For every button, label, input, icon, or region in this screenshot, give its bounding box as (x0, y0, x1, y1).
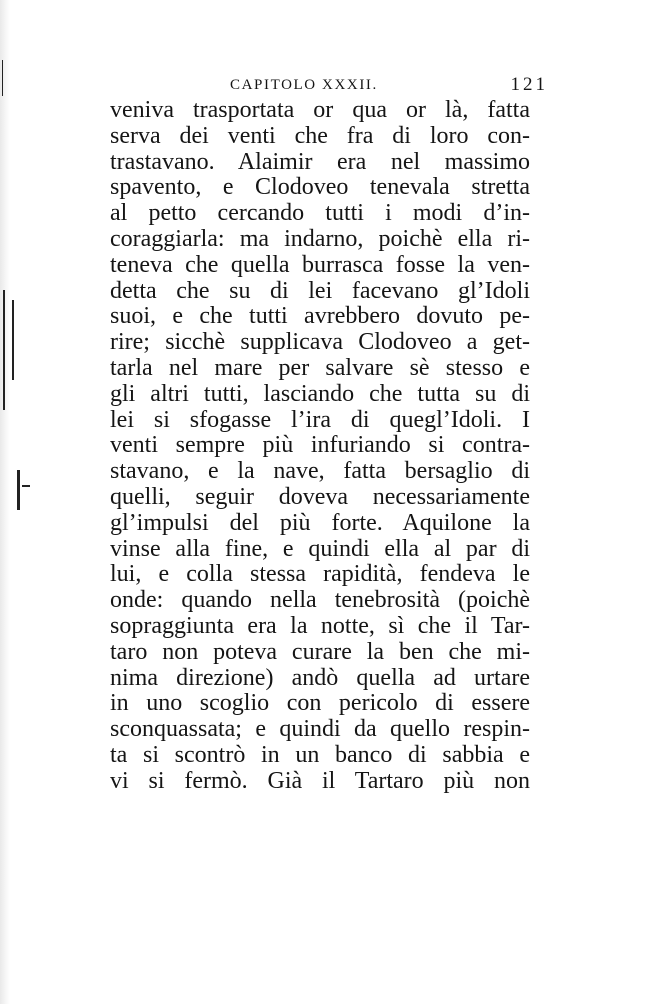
text-line: nima direzione) andò quella ad urtare (110, 664, 530, 691)
text-line: serva dei venti che fra di loro con- (110, 122, 530, 149)
text-line: ta si scontrò in un banco di sabbia e (110, 741, 530, 768)
text-line: vinse alla fine, e quindi ella al par di (110, 535, 530, 562)
body-text (110, 98, 530, 795)
text-line: lei si sfogasse l’ira di quegl’Idoli. I (110, 406, 530, 433)
text-line: tarla nel mare per salvare sè stesso e (110, 354, 530, 381)
text-line: sopraggiunta era la notte, sì che il Tar- (110, 612, 530, 639)
page-header (230, 72, 548, 98)
text-line: veniva trasportata or qua or là, fatta (110, 97, 530, 123)
edge-mark (22, 485, 30, 487)
edge-mark (12, 300, 14, 380)
edge-mark (3, 290, 5, 410)
text-line: al petto cercando tutti i modi d’in- (110, 200, 530, 227)
text-line: lui, e colla stessa rapidità, fendeva le (110, 561, 530, 588)
text-line: teneva che quella burrasca fosse la ven- (110, 251, 530, 278)
edge-mark (2, 60, 3, 96)
text-line: trastavano. Alaimir era nel massimo (110, 148, 530, 175)
edge-mark (17, 470, 20, 510)
text-line: taro non poteva curare la ben che mi- (110, 638, 530, 665)
text-line: sconquassata; e quindi da quello respin- (110, 716, 530, 743)
text-line: in uno scoglio con pericolo di essere (110, 690, 530, 717)
text-line: spavento, e Clodoveo tenevala stretta (110, 174, 530, 201)
text-line: stavano, e la nave, fatta bersaglio di (110, 458, 530, 485)
text-line: venti sempre più infuriando si contra- (110, 432, 530, 459)
text-line: gli altri tutti, lasciando che tutta su di (110, 380, 530, 407)
text-line: vi si fermò. Già il Tartaro più non (110, 767, 530, 794)
text-line: detta che su di lei facevano gl’Idoli (110, 277, 530, 304)
text-line: onde: quando nella tenebrosità (poichè (110, 587, 530, 614)
text-line: suoi, e che tutti avrebbero dovuto pe- (110, 303, 530, 330)
running-head: CAPITOLO XXXII. (230, 77, 378, 93)
page-gutter-edge (0, 0, 10, 1004)
text-line: rire; sicchè supplicava Clodoveo a get- (110, 329, 530, 356)
page-number: 121 (510, 74, 548, 95)
text-line: coraggiarla: ma indarno, poichè ella ri- (110, 225, 530, 252)
text-line: gl’impulsi del più forte. Aquilone la (110, 509, 530, 536)
text-line: quelli, seguir doveva necessariamente (110, 483, 530, 510)
